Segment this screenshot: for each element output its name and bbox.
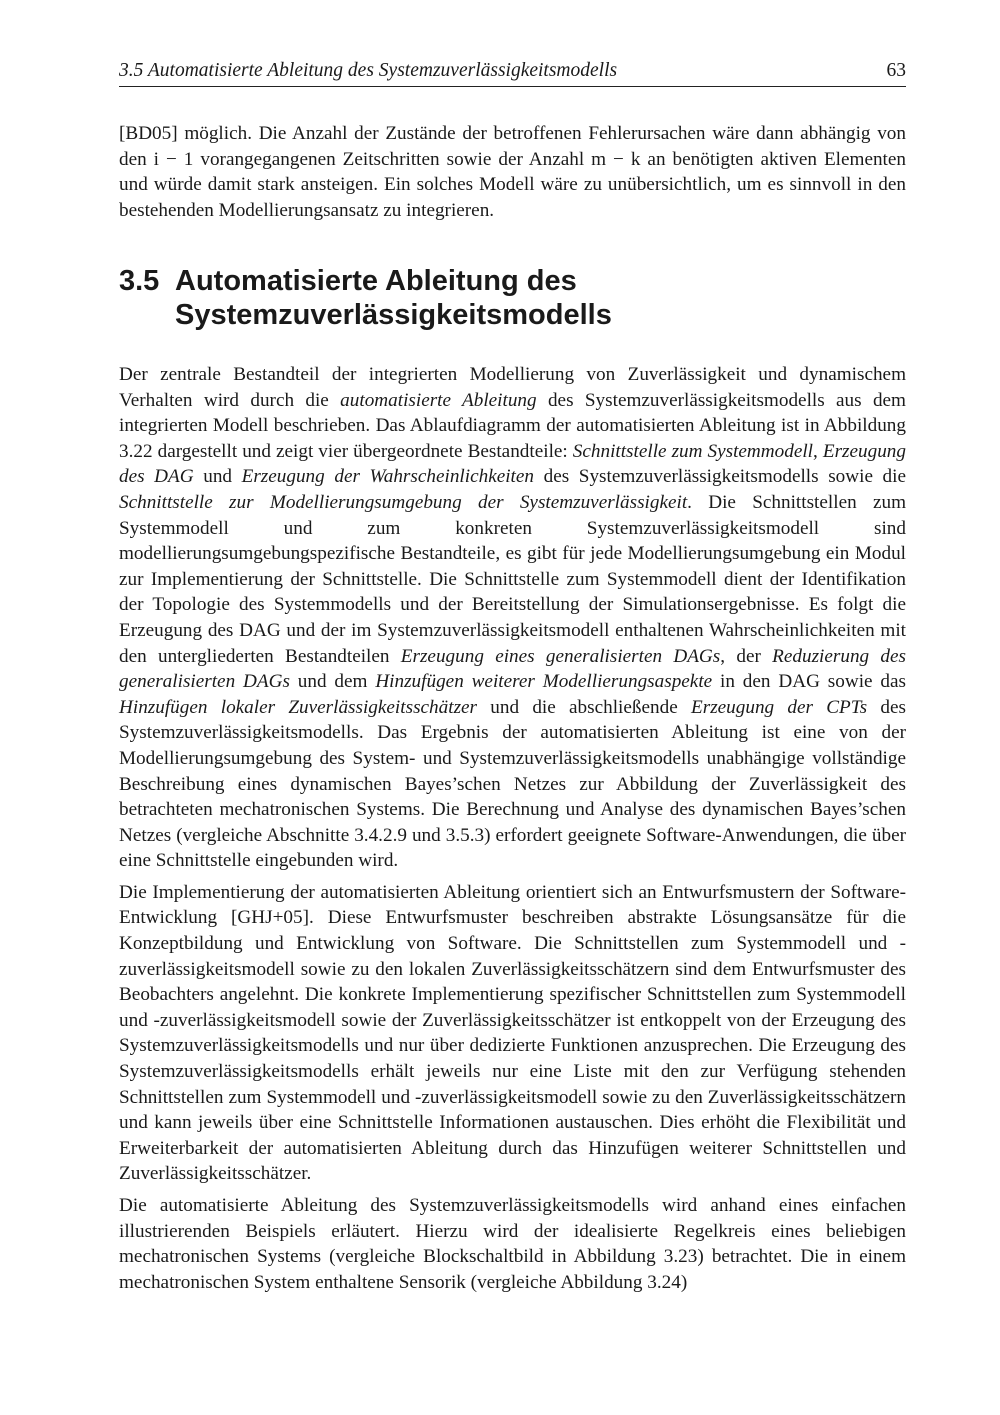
paragraph-3: Die automatisierte Ableitung des Systemzuverlässigkeitsmodells wird anhand eines einfachen illustrierenden Beispiels erläutert. Hierzu wird der idealisierte Regelkreis eines beliebigen mechatronischen Systems (vergleiche Blockschaltbild in Abbildung 3.23) betrachtet. Die in einem mechatronischen System enthaltene Sensorik (vergleiche Abbildung 3.24): [119, 1195, 906, 1293]
section-heading: [119, 264, 906, 332]
page-number: 63: [886, 60, 906, 81]
section-body: [119, 362, 906, 1301]
intro-paragraph: [BD05] möglich. Die Anzahl der Zustände der betroffenen Fehlerursachen wäre dann abhängig von den i − 1 vorangegangenen Zeitschritten sowie der Anzahl m − k an benötigten aktiven Elementen und würde damit stark ansteigen. Ein solches Modell wäre zu unübersichtlich, um es sinnvoll in den bestehenden Modellierungsansatz zu integrieren.: [119, 123, 906, 221]
section-number: 3.5: [119, 265, 160, 297]
paragraph-1: Der zentrale Bestandteil der integrierten Modellierung von Zuverlässigkeit und dynamischem Verhalten wird durch die automatisierte Ableitung des Systemzuverlässigkeitsmodells aus dem integrierten Modell beschrieben. Das Ablaufdiagramm der automatisierten Ableitung ist in Abbildung 3.22 dargestellt und zeigt vier übergeordnete Bestandteile: Schnittstelle zum Systemmodell, Erzeugung des DAG und Erzeugung der Wahrscheinlichkeiten des Systemzuverlässigkeitsmodells sowie die Schnittstelle zur Modellierungsumgebung der Systemzuverlässigkeit. Die Schnittstellen zum Systemmodell und zum konkreten Systemzuverlässigkeitsmodell sind modellierungsumgebungspezifische Bestandteile, es gibt für jede Modellierungsumgebung ein Modul zur Implementierung der Schnittstelle. Die Schnittstelle zum Systemmodell dient der Identifikation der Topologie des Systemmodells und der Bereitstellung der Simulationsergebnisse. Es folgt die Erzeugung des DAG und der im Systemzuverlässigkeitsmodell enthaltenen Wahrscheinlichkeiten mit den untergliederten Bestandteilen Erzeugung eines generalisierten DAGs, der Reduzierung des generalisierten DAGs und dem Hinzufügen weiterer Modellierungsaspekte in den DAG sowie das Hinzufügen lokaler Zuverlässigkeitsschätzer und die abschließende Erzeugung der CPTs des Systemzuverlässigkeitsmodells. Das Ergebnis der automatisierten Ableitung ist eine von der Modellierungsumgebung des System- und Systemzuverlässigkeitsmodells unabhängige vollständige Beschreibung eines dynamischen Bayes’schen Netzes zur Abbildung der Zuverlässigkeit des betrachteten mechatronischen Systems. Die Berechnung und Analyse des dynamischen Bayes’schen Netzes (vergleiche Abschnitte 3.4.2.9 und 3.5.3) erfordert geeignete Software-Anwendungen, die über eine Schnittstelle eingebunden wird.: [119, 364, 907, 872]
paragraph-2: Die Implementierung der automatisierten Ableitung orientiert sich an Entwurfsmustern der Software-Entwicklung [GHJ+05]. Diese Entwurfsmuster beschreiben abstrakte Lösungsansätze für die Konzeptbildung und Entwicklung von Software. Die Schnittstellen zum Systemmodell und -zuverlässigkeitsmodell sowie zu den lokalen Zuverlässigkeitsschätzern sind dem Entwurfsmuster des Beobachters angelehnt. Die konkrete Implementierung spezifischer Schnittstellen zum Systemmodell und -zuverlässigkeitsmodell sowie der Zuverlässigkeitsschätzer ist entkoppelt von der Erzeugung des Systemzuverlässigkeitsmodells und nur über dedizierte Funktionen anzusprechen. Die Erzeugung des Systemzuverlässigkeitsmodells erhält jeweils nur eine Liste mit den zur Verfügung stehenden Schnittstellen zum Systemmodell und -zuverlässigkeitsmodell sowie zu den Zuverlässigkeitsschätzern und kann jeweils über eine Schnittstelle Informationen austauschen. Dies erhöht die Flexibilität und Erweiterbarkeit der automatisierten Ableitung durch das Hinzufügen weiterer Schnittstellen und Zuverlässigkeitsschätzer.: [119, 881, 906, 1185]
section-title: Automatisierte Ableitung des Systemzuverlässigkeitsmodells: [175, 265, 612, 331]
running-head-title: 3.5 Automatisierte Ableitung des Systemzuverlässigkeitsmodells: [119, 60, 618, 81]
running-head: [119, 58, 906, 87]
